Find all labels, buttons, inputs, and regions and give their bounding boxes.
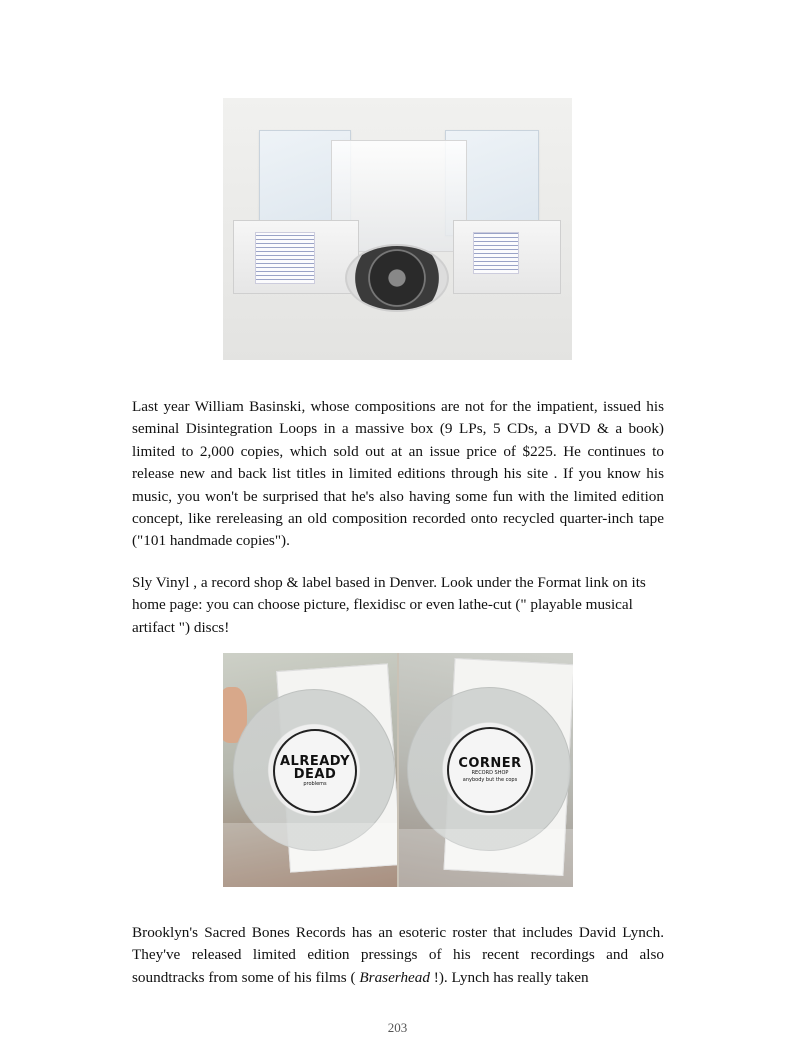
page-number: 203: [387, 1020, 408, 1035]
lathe-cut-discs-photo: [223, 653, 573, 887]
box-set-photo: [223, 98, 572, 360]
label-anybody: anybody but the cops: [462, 776, 518, 783]
paragraph-basinski: Last year William Basinski, whose compositions are not for the impatient, issued his seminal Disintegration Loops in a massive box (9 LPs, 5 CDs, a DVD & a book) limited to 2,000 copies, which sold out at an issue price of $225. He continues to release new and back list titles in limited editions through his site . If you know his music, you won't be surprised that he's also having some fun with the limited edition concept, like rereleasing an old composition recorded onto recycled quarter-inch tape ("101 handmade copies").: [132, 398, 664, 550]
plastic-wrap: [399, 829, 573, 887]
label-record-shop: RECORD SHOP: [471, 769, 509, 776]
tape-reel: [345, 244, 449, 312]
label-already: ALREADY: [279, 753, 351, 769]
printed-insert: [473, 232, 519, 274]
paragraph-sacred-bones: [132, 922, 664, 989]
paragraph-sly-vinyl: Sly Vinyl , a record shop & label based in Denver. Look under the Format link on its home page: you can choose picture, flexidisc or even lathe-cut (" playable musical artifact ") discs!: [132, 574, 646, 636]
film-title-italic: Braserhead: [359, 968, 430, 986]
left-disc-label: [273, 729, 357, 813]
label-corner: CORNER: [458, 755, 522, 771]
text-run: Brooklyn's Sacred Bones Records has an esoteric roster that includes David Lynch. They've released limited edition pressings of his recent recordings and also soundtracks from some of his films (: [132, 924, 664, 986]
left-disc-photo: [223, 653, 397, 887]
plastic-wrap: [223, 823, 397, 887]
label-dead: DEAD: [293, 766, 337, 782]
label-problems: problems: [303, 780, 327, 787]
right-disc-photo: [399, 653, 573, 887]
handwritten-note: [255, 232, 315, 284]
right-disc-label: [447, 727, 533, 813]
text-run: !). Lynch has really taken: [429, 968, 589, 986]
